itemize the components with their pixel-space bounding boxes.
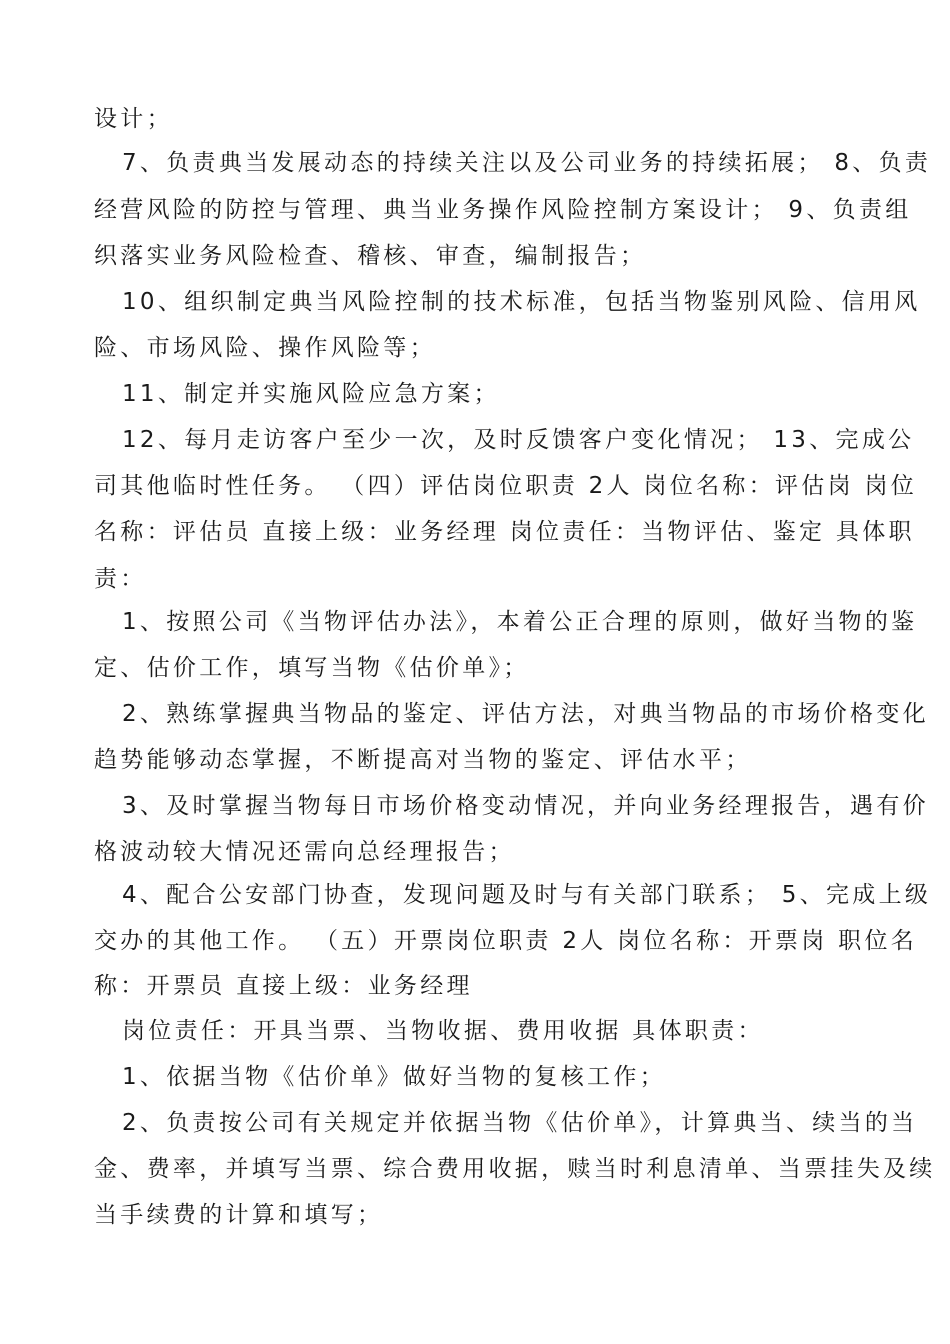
text-line: 12、每月走访客户至少一次，及时反馈客户变化情况； 13、完成公 (122, 427, 915, 453)
text-line: 险、市场风险、操作风险等； (94, 335, 436, 361)
text-line: 定、估价工作，填写当物《估价单》； (94, 655, 530, 681)
text-line: 趋势能够动态掌握，不断提高对当物的鉴定、评估水平； (94, 747, 752, 773)
text-line: 1、按照公司《当物评估办法》，本着公正合理的原则，做好当物的鉴 (122, 609, 918, 635)
text-line: 交办的其他工作。 （五）开票岗位职责 2人 岗位名称：开票岗 职位名 (94, 928, 918, 954)
text-line: 4、配合公安部门协查，发现问题及时与有关部门联系； 5、完成上级 (122, 882, 932, 908)
text-line: 称：开票员 直接上级：业务经理 (94, 973, 473, 999)
text-line: 金、费率，并填写当票、综合费用收据，赎当时利息清单、当票挂失及续 (94, 1156, 936, 1182)
text-line: 当手续费的计算和填写； (94, 1202, 384, 1228)
text-line: 2、负责按公司有关规定并依据当物《估价单》，计算典当、续当的当 (122, 1110, 918, 1136)
text-line: 设计； (94, 106, 173, 132)
text-line: 7、负责典当发展动态的持续关注以及公司业务的持续拓展； 8、负责 (122, 150, 932, 176)
text-line: 2、熟练掌握典当物品的鉴定、评估方法，对典当物品的市场价格变化 (122, 701, 929, 727)
text-line: 经营风险的防控与管理、典当业务操作风险控制方案设计； 9、负责组 (94, 197, 912, 223)
text-line: 司其他临时性任务。 （四）评估岗位职责 2人 岗位名称：评估岗 岗位 (94, 473, 918, 499)
text-line: 名称：评估员 直接上级：业务经理 岗位责任：当物评估、鉴定 具体职 (94, 519, 915, 545)
text-line: 格波动较大情况还需向总经理报告； (94, 839, 515, 865)
text-line: 织落实业务风险检查、稽核、审查，编制报告； (94, 243, 647, 269)
text-line: 责： (94, 566, 147, 592)
text-line: 1、依据当物《估价单》做好当物的复核工作； (122, 1064, 666, 1090)
text-line: 3、及时掌握当物每日市场价格变动情况，并向业务经理报告，遇有价 (122, 793, 929, 819)
text-line: 10、组织制定典当风险控制的技术标准，包括当物鉴别风险、信用风 (122, 289, 921, 315)
text-line: 岗位责任：开具当票、当物收据、费用收据 具体职责： (122, 1018, 764, 1044)
text-line: 11、制定并实施风险应急方案； (122, 381, 500, 407)
